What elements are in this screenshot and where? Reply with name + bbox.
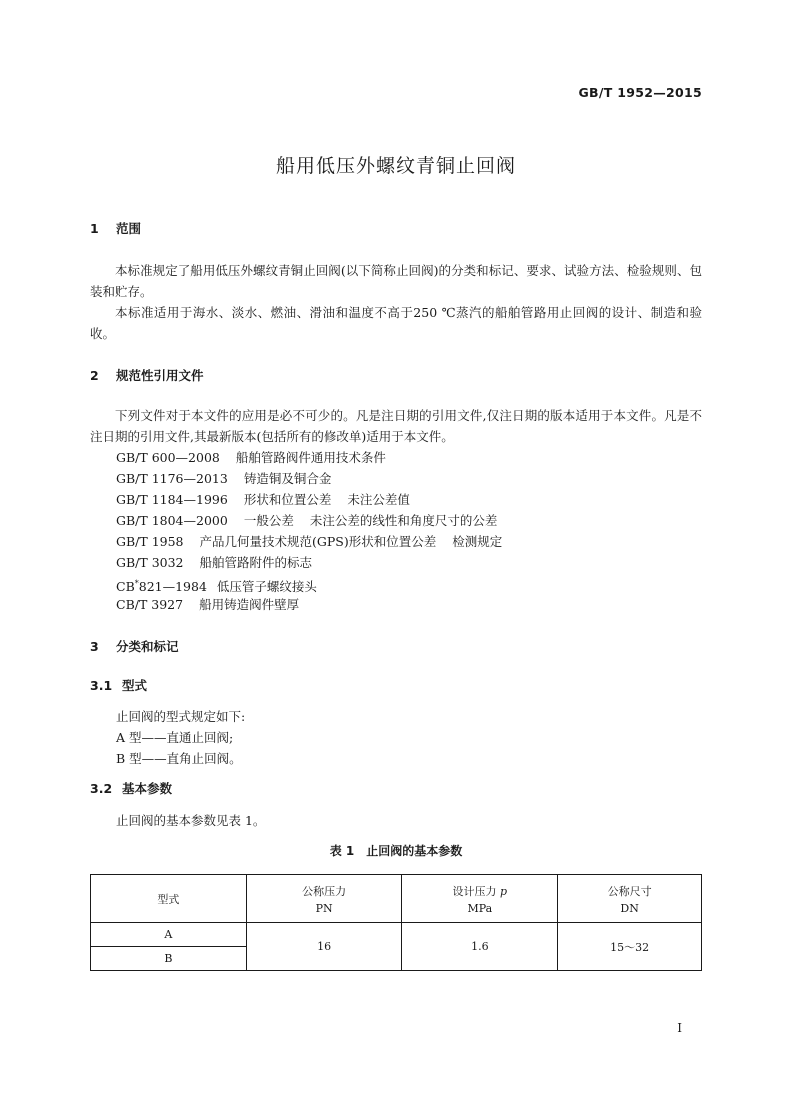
cell-type-a: A bbox=[91, 923, 247, 947]
header-cell-type: 型式 bbox=[91, 875, 247, 923]
section-number: 3.1 bbox=[90, 678, 113, 693]
subsection-3-1-heading bbox=[90, 676, 147, 694]
reference-code: GB/T 3032 bbox=[116, 555, 184, 570]
reference-item bbox=[116, 489, 410, 510]
reference-item bbox=[116, 468, 331, 489]
header-cell-pn: 公称压力 PN bbox=[246, 875, 402, 923]
paragraph: 本标准适用于海水、淡水、燃油、滑油和温度不高于250 ℃蒸汽的船舶管路用止回阀的设计、制造和验收。 bbox=[90, 305, 702, 341]
reference-item bbox=[116, 447, 386, 468]
table-row bbox=[91, 923, 702, 947]
reference-code: GB/T 1184—1996 bbox=[116, 492, 228, 507]
reference-code: GB/T 1958 bbox=[116, 534, 184, 549]
page-title: 船用低压外螺纹青铜止回阀 bbox=[275, 155, 516, 177]
reference-subtitle: 检测规定 bbox=[452, 534, 503, 549]
reference-subtitle: 未注公差值 bbox=[347, 492, 410, 507]
reference-title: 船舶管路附件的标志 bbox=[199, 555, 313, 570]
parameters-table bbox=[90, 874, 702, 971]
paragraph: 止回阀的基本参数见表 1。 bbox=[116, 813, 266, 828]
page-number: I bbox=[677, 1021, 682, 1035]
cell-dn: 15～32 bbox=[558, 923, 702, 971]
reference-title: 船舶管路阀件通用技术条件 bbox=[235, 450, 386, 465]
table-header-row bbox=[91, 875, 702, 923]
subsection-3-2-heading bbox=[90, 779, 172, 797]
reference-code: GB/T 1804—2000 bbox=[116, 513, 228, 528]
header-cell-dn: 公称尺寸 DN bbox=[558, 875, 702, 923]
section-number: 1 bbox=[90, 221, 99, 236]
reference-code: GB/T 1176—2013 bbox=[116, 471, 228, 486]
paragraph: 本标准规定了船用低压外螺纹青铜止回阀(以下简称止回阀)的分类和标记、要求、试验方法、检验规则、包装和贮存。 bbox=[90, 263, 702, 299]
cell-design-pressure: 1.6 bbox=[402, 923, 558, 971]
reference-title: 船用铸造阀件壁厚 bbox=[199, 597, 300, 612]
reference-title: 低压管子螺纹接头 bbox=[216, 579, 317, 595]
section-title: 分类和标记 bbox=[116, 639, 179, 654]
reference-title: 形状和位置公差 bbox=[243, 492, 332, 507]
reference-item bbox=[116, 531, 502, 552]
reference-title: 产品几何量技术规范(GPS)形状和位置公差 bbox=[199, 534, 437, 549]
section-number: 3 bbox=[90, 639, 99, 654]
section-2-heading bbox=[90, 366, 204, 384]
reference-code: GB/T 600—2008 bbox=[116, 450, 220, 465]
section-title: 型式 bbox=[122, 678, 148, 693]
cell-pn: 16 bbox=[246, 923, 402, 971]
table-caption: 表 1 止回阀的基本参数 bbox=[329, 844, 463, 858]
reference-code: CB*821—1984 bbox=[116, 579, 207, 595]
section-title: 规范性引用文件 bbox=[116, 368, 204, 383]
list-item: B 型——直角止回阀。 bbox=[116, 751, 242, 766]
reference-item bbox=[116, 594, 299, 615]
list-item: A 型——直通止回阀; bbox=[116, 730, 234, 745]
reference-item bbox=[116, 510, 497, 531]
paragraph: 下列文件对于本文件的应用是必不可少的。凡是注日期的引用文件,仅注日期的版本适用于本文件。凡是不注日期的引用文件,其最新版本(包括所有的修改单)适用于本文件。 bbox=[90, 408, 702, 444]
reference-title: 铸造铜及铜合金 bbox=[243, 471, 332, 486]
section-title: 基本参数 bbox=[122, 781, 173, 796]
reference-code: CB/T 3927 bbox=[116, 597, 184, 612]
section-number: 2 bbox=[90, 368, 99, 383]
header-cell-design-pressure: 设计压力 p MPa bbox=[402, 875, 558, 923]
standard-number: GB/T 1952—2015 bbox=[578, 85, 702, 100]
reference-title: 一般公差 bbox=[243, 513, 294, 528]
reference-subtitle: 未注公差的线性和角度尺寸的公差 bbox=[309, 513, 498, 528]
section-3-heading bbox=[90, 637, 179, 655]
paragraph: 止回阀的型式规定如下: bbox=[116, 709, 246, 724]
section-number: 3.2 bbox=[90, 781, 113, 796]
section-1-heading bbox=[90, 219, 141, 237]
section-title: 范围 bbox=[116, 221, 142, 236]
reference-item bbox=[116, 552, 312, 573]
cell-type-b: B bbox=[91, 947, 247, 971]
